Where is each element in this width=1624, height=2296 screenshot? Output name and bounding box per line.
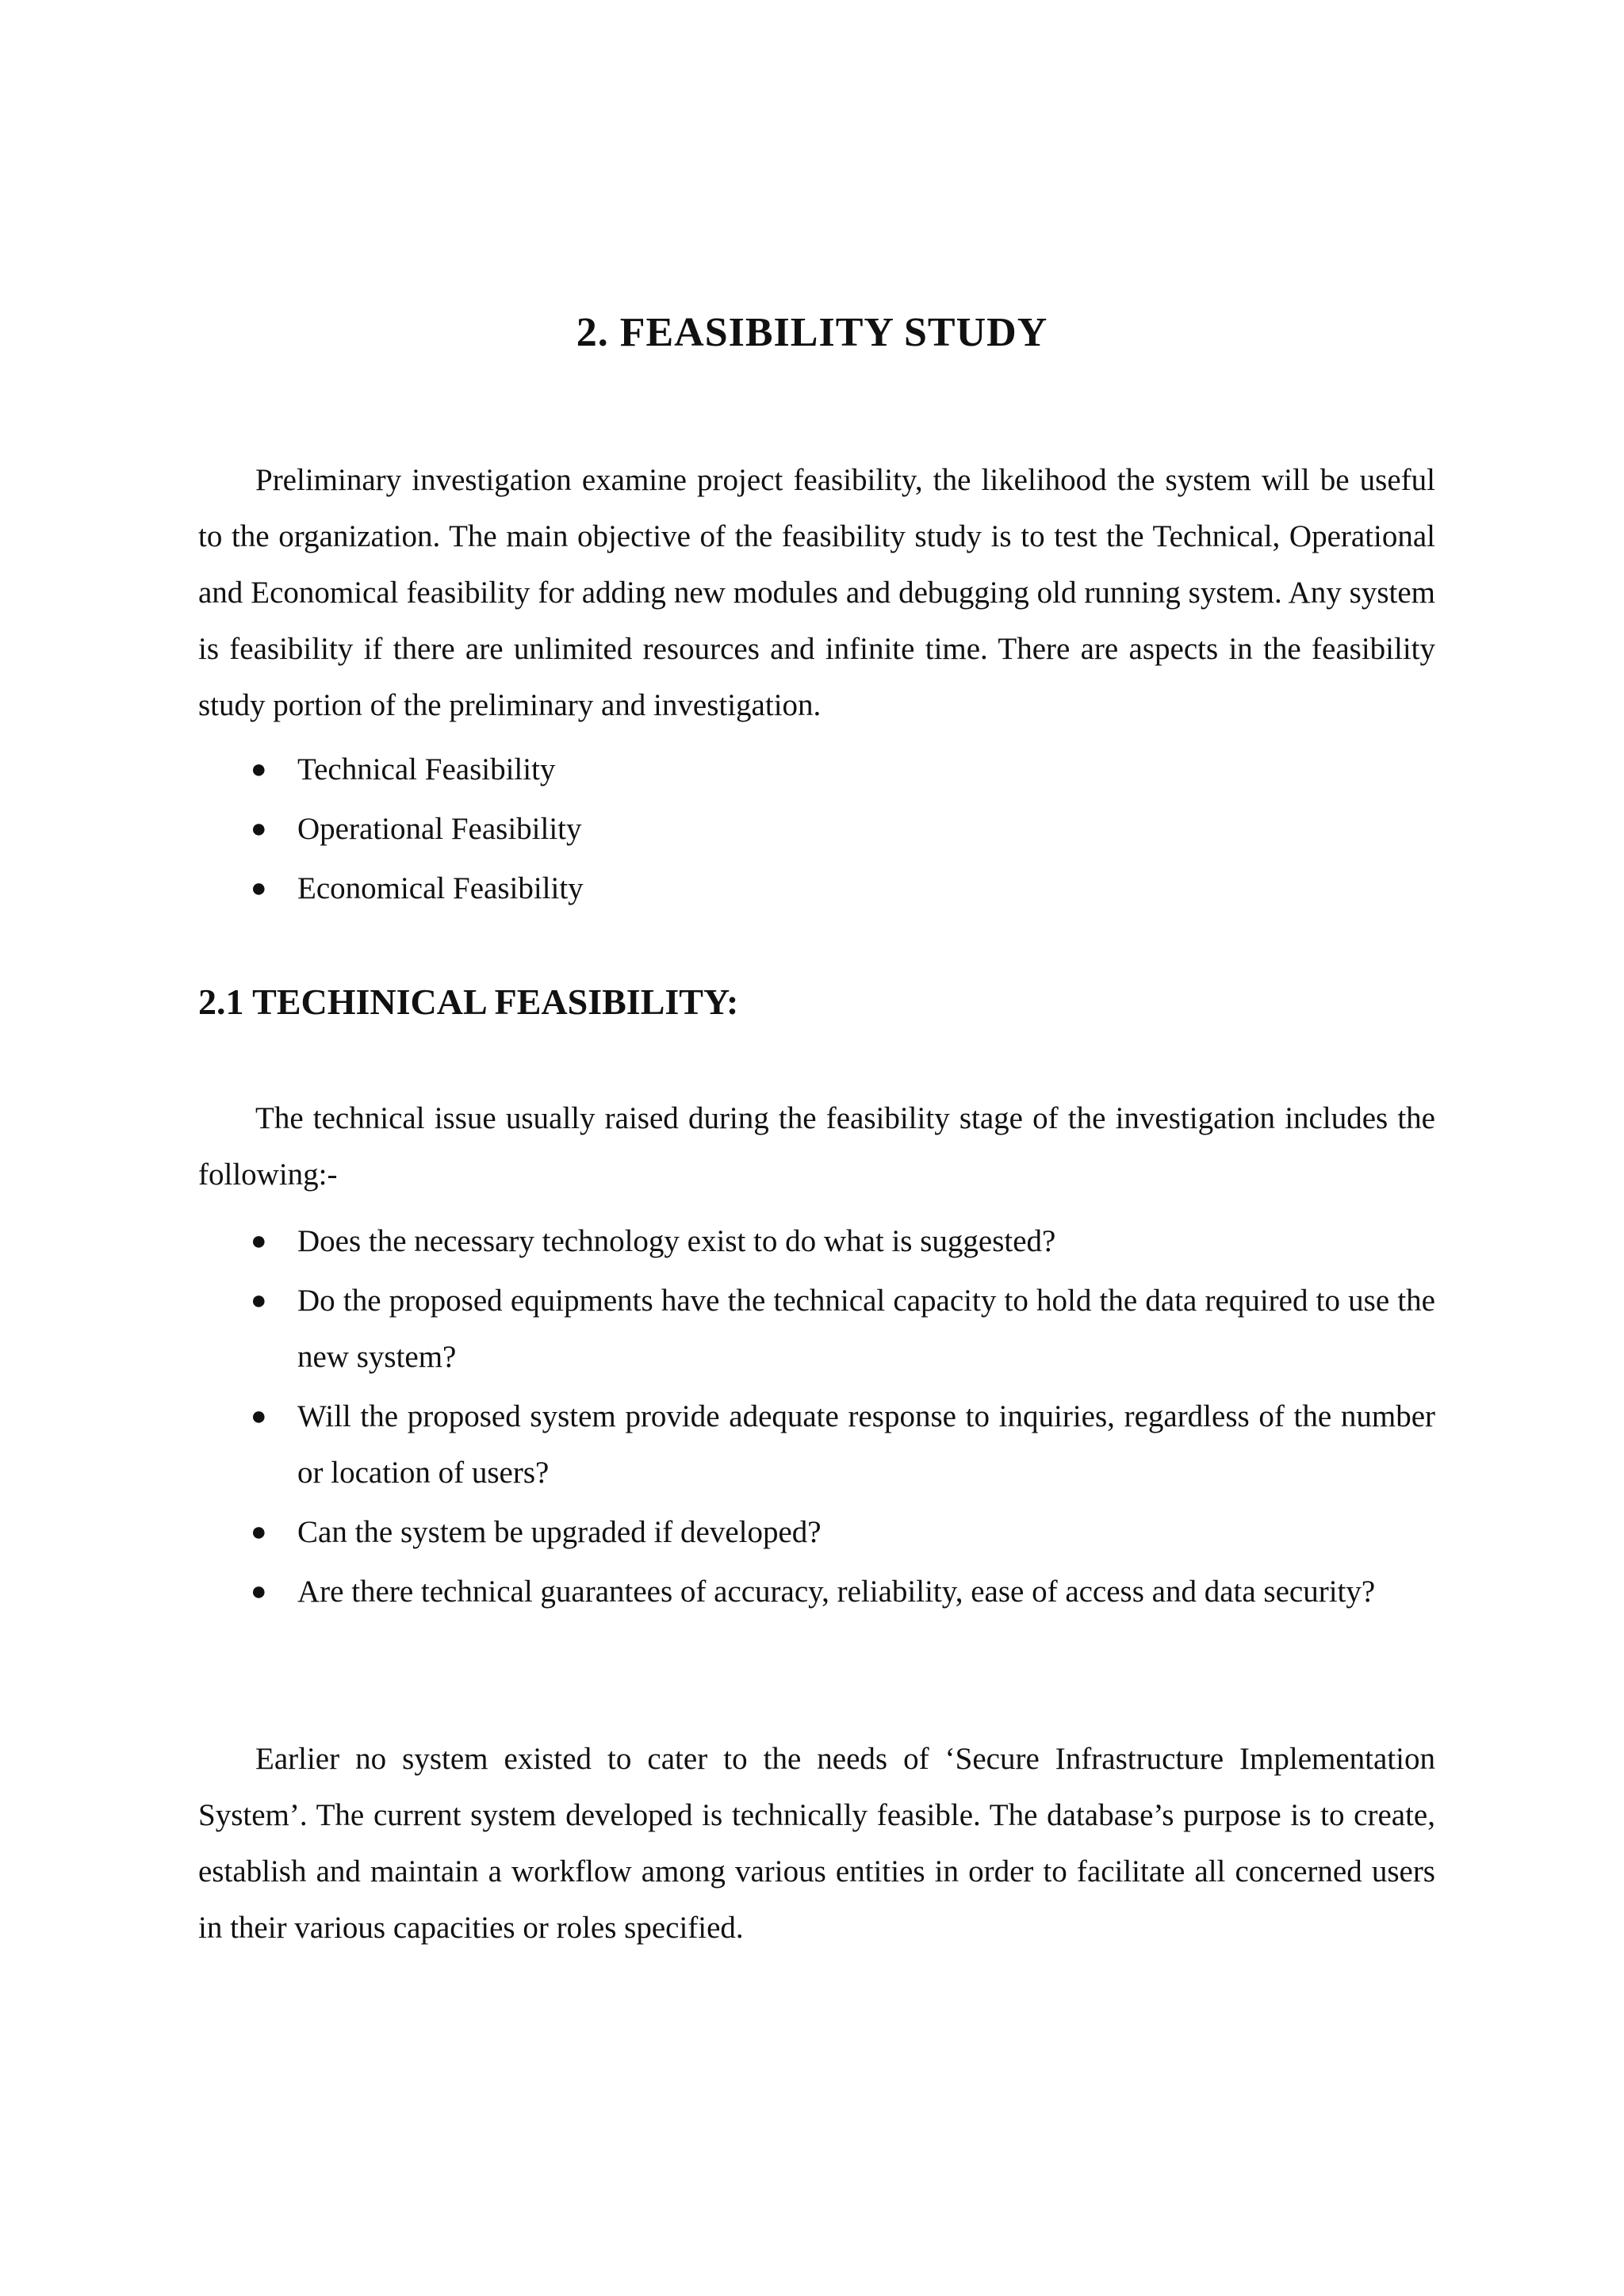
technical-questions-list: [198, 1213, 1435, 1623]
bullet-icon: ●: [251, 1517, 267, 1547]
bullet-icon: ●: [251, 874, 267, 903]
bullet-icon: ●: [251, 1286, 267, 1315]
list-item: ● Operational Feasibility: [198, 801, 1435, 857]
bullet-icon: ●: [251, 755, 267, 784]
intro-paragraph: Preliminary investigation examine project feasibility, the likelihood the system will be useful to the organization. The main objective of the feasibility study is to test the Technical, Operational and Economical feasibility for adding new modules and debugging old running system. Any system is feasibility if there are unlimited resources and infinite time. There are aspects in the feasibility study portion of the preliminary and investigation.: [198, 463, 1435, 722]
list-item: ● Does the necessary technology exist to do what is suggested?: [198, 1213, 1435, 1269]
chapter-title: 2. FEASIBILITY STUDY: [576, 310, 1048, 355]
list-item: ● Do the proposed equipments have the technical capacity to hold the data required to use the new system?: [198, 1272, 1435, 1385]
list-item: ● Economical Feasibility: [198, 860, 1435, 916]
list-item: ● Technical Feasibility: [198, 741, 1435, 798]
feasibility-types-list: [198, 741, 1435, 920]
section-heading: 2.1 TECHINICAL FEASIBILITY:: [198, 982, 739, 1022]
list-item: ● Can the system be upgraded if developed?: [198, 1504, 1435, 1560]
bullet-icon: ●: [251, 1402, 267, 1431]
bullet-icon: ●: [251, 814, 267, 844]
list-item: ● Will the proposed system provide adequate response to inquiries, regardless of the number or location of users?: [198, 1388, 1435, 1501]
bullet-icon: ●: [251, 1226, 267, 1256]
bullet-icon: ●: [251, 1577, 267, 1606]
technical-paragraph: The technical issue usually raised during the feasibility stage of the investigation includes the following:-: [198, 1101, 1435, 1192]
list-item: ● Are there technical guarantees of accuracy, reliability, ease of access and data security?: [198, 1563, 1435, 1620]
closing-paragraph: Earlier no system existed to cater to the needs of ‘Secure Infrastructure Implementation System’. The current system developed is technically feasible. The database’s purpose is to create, establish and maintain a workflow among various entities in order to facilitate all concerned users in their various capacities or roles specified.: [198, 1742, 1435, 1945]
